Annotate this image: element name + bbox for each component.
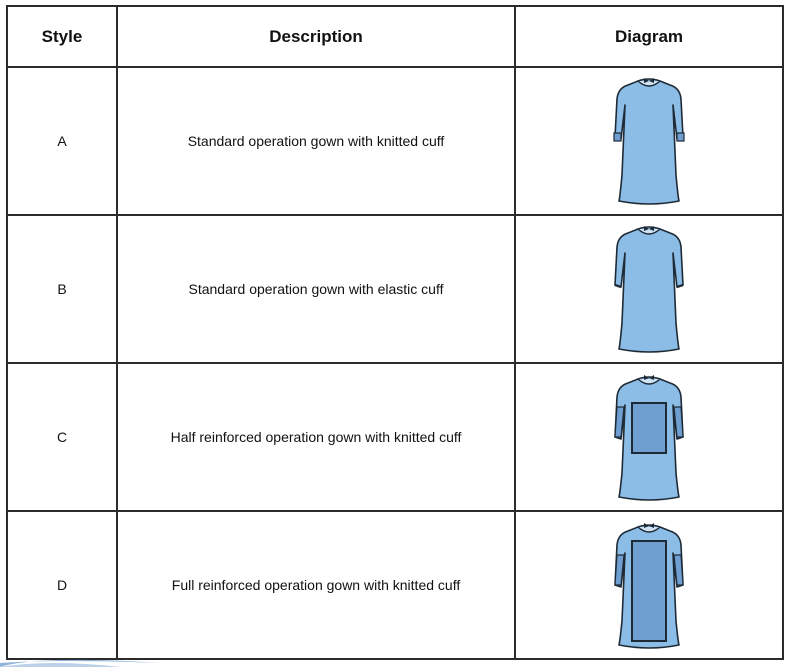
decorative-swoosh xyxy=(0,653,160,667)
description-cell: Standard operation gown with elastic cuff xyxy=(117,215,515,363)
description-cell: Standard operation gown with knitted cuff xyxy=(117,67,515,215)
diagram-cell xyxy=(515,215,783,363)
table-row xyxy=(7,363,783,511)
gown-styles-table xyxy=(6,5,784,660)
style-cell: C xyxy=(7,363,117,511)
table-row xyxy=(7,215,783,363)
gown-elastic-cuff-icon xyxy=(604,223,694,355)
style-cell: A xyxy=(7,67,117,215)
header-style: Style xyxy=(7,6,117,67)
gown-knitted-cuff-icon xyxy=(604,75,694,207)
gown-full-reinforced-icon xyxy=(604,519,694,651)
diagram-cell xyxy=(515,511,783,659)
diagram-cell xyxy=(515,363,783,511)
header-diagram: Diagram xyxy=(515,6,783,67)
table-row xyxy=(7,511,783,659)
header-description: Description xyxy=(117,6,515,67)
table-row xyxy=(7,67,783,215)
gown-half-reinforced-icon xyxy=(604,371,694,503)
header-row xyxy=(7,6,783,67)
description-cell: Full reinforced operation gown with knitted cuff xyxy=(117,511,515,659)
style-cell: B xyxy=(7,215,117,363)
style-cell: D xyxy=(7,511,117,659)
diagram-cell xyxy=(515,67,783,215)
description-cell: Half reinforced operation gown with knitted cuff xyxy=(117,363,515,511)
